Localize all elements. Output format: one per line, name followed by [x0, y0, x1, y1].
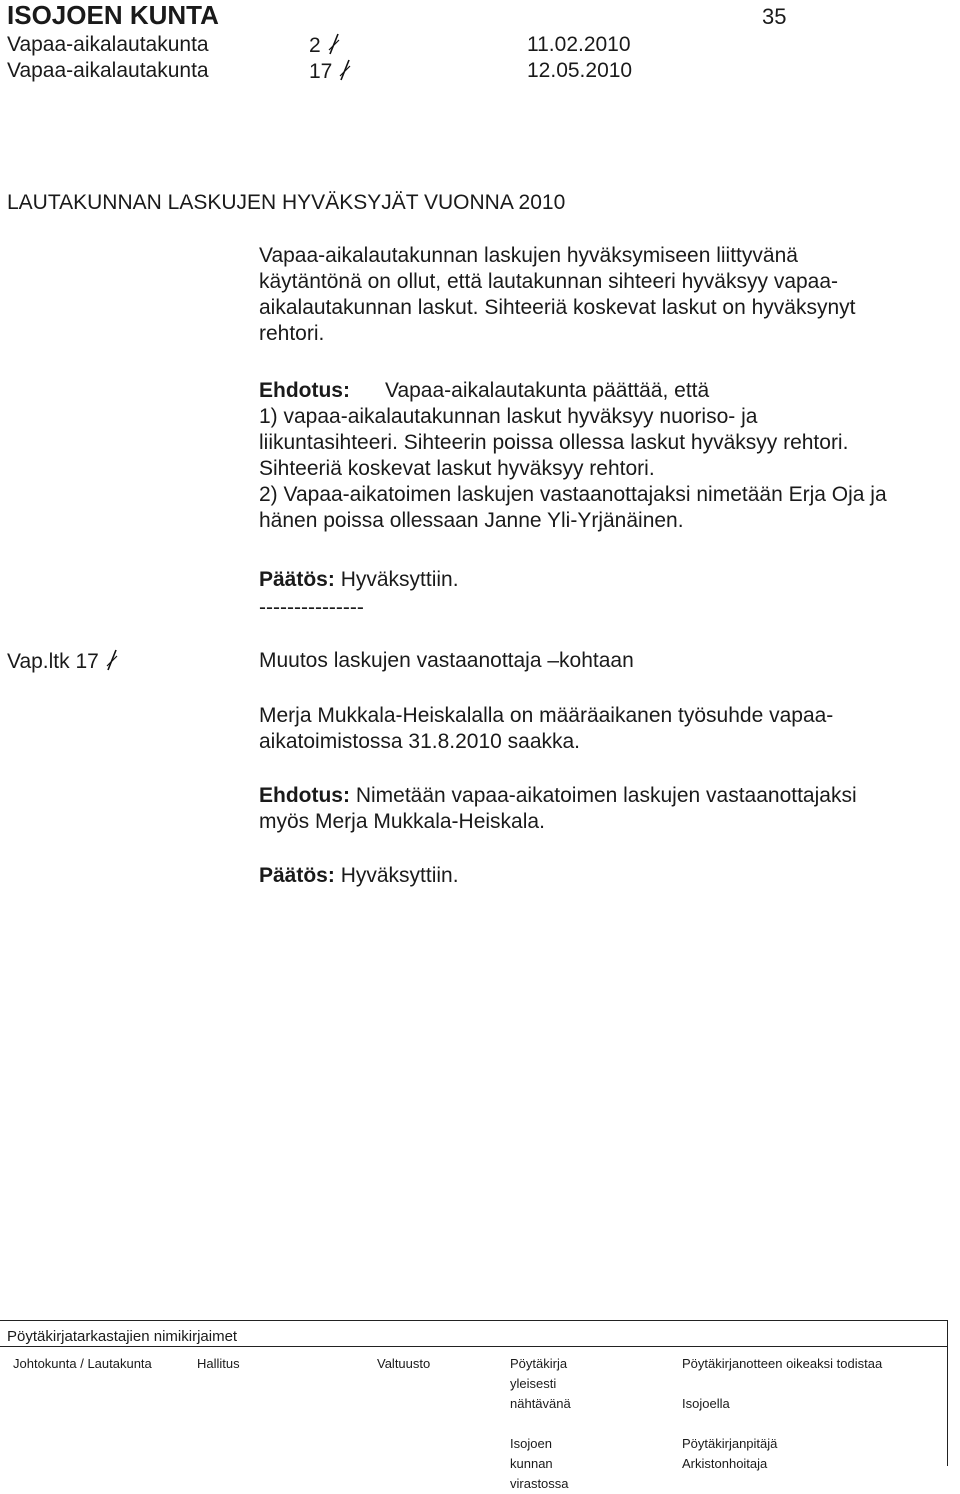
footer-col-minutes-display — [510, 1354, 571, 1494]
proposal-line: 1) vapaa-aikalautakunnan laskut hyväksyy nuoriso- ja — [259, 405, 758, 428]
proposal-first-line — [259, 378, 959, 404]
header-section-1 — [309, 32, 341, 59]
footer-line: Pöytäkirjanpitäjä — [682, 1436, 778, 1451]
proposal-text: Vapaa-aikalautakunta päättää, että — [385, 379, 710, 402]
item1-intro — [259, 243, 959, 347]
footer-right-border — [947, 1320, 948, 1466]
footer-title: Pöytäkirjatarkastajien nimikirjaimet — [7, 1328, 238, 1345]
proposal-first-line — [259, 783, 959, 809]
decision-label: Päätös: — [259, 864, 335, 887]
footer-line: kunnan — [510, 1456, 553, 1471]
item2-decision — [259, 863, 959, 889]
page-number: 35 — [762, 4, 787, 29]
header-body-name: Vapaa-aikalautakunta — [7, 33, 209, 56]
footer-line: Isojoen — [510, 1436, 552, 1451]
intro-line: aikalautakunnan laskut. Sihteeriä koskevat laskut on hyväksynyt — [259, 296, 856, 319]
footer-line: Arkistonhoitaja — [682, 1456, 768, 1471]
item2-title: Muutos laskujen vastaanottaja –kohtaan — [259, 649, 634, 672]
footer-line: nähtävänä — [510, 1396, 571, 1411]
header-row-2 — [7, 58, 209, 84]
footer-line: Pöytäkirja — [510, 1356, 568, 1371]
section-mark-icon — [327, 32, 341, 56]
header-date-2: 12.05.2010 — [527, 59, 633, 82]
footer-spacer — [682, 1374, 882, 1394]
header-section-2 — [309, 58, 352, 85]
footer-inner-border — [0, 1346, 947, 1347]
item1-proposal — [259, 378, 959, 534]
proposal-line: hänen poissa ollessaan Janne Yli-Yrjänäinen. — [259, 509, 684, 532]
proposal-label: Ehdotus: — [259, 379, 350, 402]
decision-text: Hyväksyttiin. — [340, 864, 459, 887]
side-section-label — [7, 648, 119, 675]
footer-spacer — [510, 1414, 571, 1434]
footer-col-board: Johtokunta / Lautakunta — [13, 1356, 152, 1371]
proposal-line: Sihteeriä koskevat laskut hyväksyy rehtori. — [259, 457, 655, 480]
body-line: Merja Mukkala-Heiskalalla on määräaikanen työsuhde vapaa- — [259, 704, 834, 727]
section-mark-icon — [105, 648, 119, 672]
header-body-name: Vapaa-aikalautakunta — [7, 59, 209, 82]
footer-col-government: Hallitus — [197, 1356, 240, 1371]
section-mark-icon — [338, 58, 352, 82]
footer-line: yleisesti — [510, 1376, 557, 1391]
decision-label: Päätös: — [259, 568, 335, 591]
intro-line: rehtori. — [259, 322, 325, 345]
proposal-line: 2) Vapaa-aikatoimen laskujen vastaanottajaksi nimetään Erja Oja ja — [259, 483, 887, 506]
proposal-text: Nimetään vapaa-aikatoimen laskujen vastaanottajaksi — [355, 784, 857, 807]
header-section-number: 2 — [309, 34, 321, 57]
decision-text: Hyväksyttiin. — [340, 568, 459, 591]
header-section-number: 17 — [309, 60, 333, 83]
separator-dashes: --------------- — [259, 596, 364, 619]
proposal-label: Ehdotus: — [259, 784, 350, 807]
footer-line: Pöytäkirjanotteen oikeaksi todistaa — [682, 1356, 883, 1371]
intro-line: Vapaa-aikalautakunnan laskujen hyväksymiseen liittyvänä — [259, 244, 798, 267]
header-row-1 — [7, 32, 209, 58]
footer-line: Isojoella — [682, 1396, 730, 1411]
item2-proposal — [259, 783, 959, 835]
intro-line: käytäntönä on ollut, että lautakunnan sihteeri hyväksyy vapaa- — [259, 270, 839, 293]
side-label-text: Vap.ltk 17 — [7, 650, 99, 673]
footer-spacer — [682, 1414, 882, 1434]
body-line: aikatoimistossa 31.8.2010 saakka. — [259, 730, 581, 753]
item2-body — [259, 703, 959, 755]
footer-col-certification — [682, 1354, 882, 1474]
footer-line: virastossa — [510, 1476, 569, 1491]
proposal-line: myös Merja Mukkala-Heiskala. — [259, 810, 545, 833]
footer-col-council: Valtuusto — [377, 1356, 431, 1371]
item1-decision — [259, 567, 959, 593]
footer-top-border — [0, 1320, 948, 1321]
proposal-line: liikuntasihteeri. Sihteerin poissa ollessa laskut hyväksyy rehtori. — [259, 431, 849, 454]
header-date-1: 11.02.2010 — [527, 33, 631, 56]
municipality-title: ISOJOEN KUNTA — [7, 0, 219, 30]
section-heading: LAUTAKUNNAN LASKUJEN HYVÄKSYJÄT VUONNA 2010 — [7, 191, 566, 214]
